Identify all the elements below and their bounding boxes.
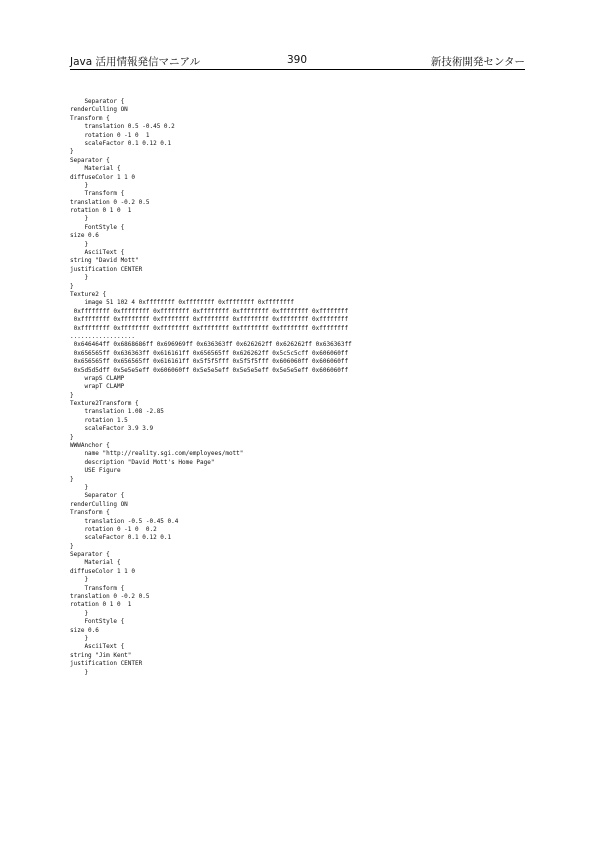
code-line: scaleFactor 0.1 0.12 0.1 xyxy=(70,139,172,147)
code-line: translation 1.08 -2.85 xyxy=(70,408,164,416)
code-line: 0xffffffff 0xffffffff 0xffffffff 0xffffffff 0xffffffff 0xffffffff 0xffffffff xyxy=(70,307,349,315)
code-line: USE Figure xyxy=(70,467,121,475)
code-line: Texture2 { xyxy=(70,290,107,298)
code-line: AsciiText { xyxy=(70,249,125,257)
code-line: Separator { xyxy=(70,98,125,105)
code-line: } xyxy=(70,282,74,290)
code-line: Material { xyxy=(70,559,121,567)
code-listing xyxy=(70,98,530,677)
code-line: } xyxy=(70,181,89,189)
code-line: scaleFactor 3.9 3.9 xyxy=(70,425,154,433)
code-line: string "David Mott" xyxy=(70,257,139,265)
code-line: Separator { xyxy=(70,551,110,559)
code-line: 0xffffffff 0xffffffff 0xffffffff 0xffffffff 0xffffffff 0xffffffff 0xffffffff xyxy=(70,316,349,324)
code-line: Separator { xyxy=(70,156,110,164)
code-line: diffuseColor 1 1 0 xyxy=(70,567,136,575)
code-line: wrapT CLAMP xyxy=(70,383,125,391)
code-line: } xyxy=(70,635,89,642)
code-line: } xyxy=(70,274,89,282)
code-line: translation 0.5 -0.45 0.2 xyxy=(70,123,175,131)
code-line: FontStyle { xyxy=(70,618,125,626)
code-line: Transform { xyxy=(70,190,125,198)
code-line: rotation 0 -1 0 1 xyxy=(70,131,150,139)
code-line: name "http://reality.sgi.com/employees/mott" xyxy=(70,450,244,458)
code-line: image 51 102 4 0xffffffff 0xffffffff 0xffffffff 0xffffffff xyxy=(70,299,294,307)
code-line: translation -0.5 -0.45 0.4 xyxy=(70,517,179,525)
code-line: rotation 0 -1 0 0.2 xyxy=(70,525,157,533)
code-line: rotation 1.5 xyxy=(70,416,128,424)
code-line: } xyxy=(70,576,89,584)
code-line: Material { xyxy=(70,165,121,173)
code-line: description "David Mott's Home Page" xyxy=(70,458,215,466)
page-header xyxy=(70,54,525,68)
code-line: FontStyle { xyxy=(70,223,125,231)
code-line: } xyxy=(70,240,89,248)
code-line: diffuseColor 1 1 0 xyxy=(70,173,136,181)
code-line: 0x656565ff 0x656565ff 0x616161ff 0x5f5f5fff 0x5f5f5fff 0x606060ff 0x606060ff xyxy=(70,358,349,366)
code-line: } xyxy=(70,609,89,617)
code-line: } xyxy=(70,148,74,156)
code-line: justification CENTER xyxy=(70,660,143,668)
page-number: 390 xyxy=(287,54,308,66)
code-line: 0x5d5d5dff 0x5e5e5eff 0x606060ff 0x5e5e5eff 0x5e5e5eff 0x5e5e5eff 0x606060ff xyxy=(70,366,349,374)
code-line: renderCulling ON xyxy=(70,106,128,114)
header-rule xyxy=(70,69,525,70)
code-line: 0x646464ff 0x6868686ff 0x696969ff 0x636363ff 0x626262ff 0x626262ff 0x636363ff xyxy=(70,341,352,349)
code-line: size 0.6 xyxy=(70,626,99,634)
code-line: rotation 0 1 0 1 xyxy=(70,601,132,609)
code-line: size 0.6 xyxy=(70,232,99,240)
code-line: } xyxy=(70,483,89,491)
header-title: Java 活用情報発信マニアル xyxy=(70,56,201,68)
header-organization: 新技術開発センター xyxy=(430,56,525,68)
code-line: WWWAnchor { xyxy=(70,442,110,450)
code-line: AsciiText { xyxy=(70,643,125,651)
code-line: scaleFactor 0.1 0.12 0.1 xyxy=(70,534,172,542)
code-line: renderCulling ON xyxy=(70,500,128,508)
code-line: .................. xyxy=(70,332,136,340)
code-line: } xyxy=(70,542,74,550)
code-line: rotation 0 1 0 1 xyxy=(70,207,132,215)
code-line: Transform { xyxy=(70,114,110,122)
code-line: Texture2Transform { xyxy=(70,400,139,408)
code-line: 0xffffffff 0xffffffff 0xffffffff 0xffffffff 0xffffffff 0xffffffff 0xffffffff xyxy=(70,324,349,332)
code-line: } xyxy=(70,433,74,441)
code-line: Transform { xyxy=(70,584,125,592)
code-line: justification CENTER xyxy=(70,265,143,273)
code-line: Separator { xyxy=(70,492,125,500)
code-line: } xyxy=(70,391,74,399)
code-line: string "Jim Kent" xyxy=(70,651,132,659)
code-line: translation 0 -0.2 0.5 xyxy=(70,198,150,206)
code-line: 0x656565ff 0x636363ff 0x616161ff 0x656565ff 0x626262ff 0x5c5c5cff 0x606060ff xyxy=(70,349,349,357)
code-line: } xyxy=(70,668,89,676)
code-line: } xyxy=(70,475,74,483)
code-line: } xyxy=(70,215,89,223)
code-line: wrapS CLAMP xyxy=(70,374,125,382)
code-line: Transform { xyxy=(70,509,110,517)
code-line: translation 0 -0.2 0.5 xyxy=(70,593,150,601)
